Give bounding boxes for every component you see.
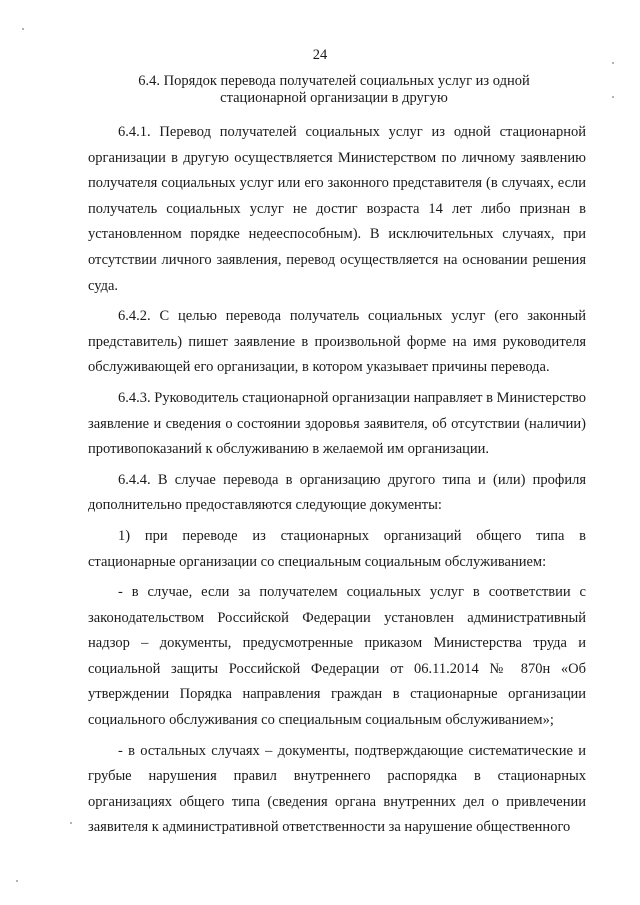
list-item-1: 1) при переводе из стационарных организаций общего типа в стационарные организации со специальным социальным обслуживанием:: [88, 527, 586, 570]
page-number: 24: [312, 47, 328, 63]
scan-speck: [16, 880, 18, 882]
paragraph-6-4-3: 6.4.3. Руководитель стационарной организации направляет в Министерство заявление и сведения о состоянии здоровья заявителя, об отсутствии (наличии) противопоказаний к обслуживанию в желаемой им организации.: [88, 389, 586, 458]
scan-speck: [612, 62, 614, 64]
paragraph-6-4-1: 6.4.1. Перевод получателей социальных услуг из одной стационарной организации в другую осуществляется Министерством по личному заявлению получателя социальных услуг или его законного представителя (в случаях, если получатель социальных услуг не достиг возраста 14 лет либо признан в установленном порядке недееспособным). В исключительных случаях, при отсутствии личного заявления, перевод осуществляется на основании решения суда.: [88, 124, 586, 294]
paragraph-6-4-2: 6.4.2. С целью перевода получатель социальных услуг (его законный представитель) пишет заявление в произвольной форме на имя руководителя обслуживающей его организации, в котором указывает причины перевода.: [88, 308, 586, 376]
scan-speck: [612, 96, 614, 98]
list-dash-item-other-cases: - в остальных случаях – документы, подтверждающие систематические и грубые нарушения правил внутреннего распорядка в стационарных организациях общего типа (сведения органа внутренних дел о привлечении заявителя к административной ответственности за нарушение общественного: [88, 742, 586, 836]
section-heading: [120, 73, 548, 107]
section-heading-line-2: стационарной организации в другую: [220, 90, 448, 106]
scan-speck: [22, 28, 24, 30]
section-heading-line-1: 6.4. Порядок перевода получателей социальных услуг из одной: [138, 73, 530, 89]
scan-speck: [70, 822, 72, 824]
list-dash-item-supervision: - в случае, если за получателем социальных услуг в соответствии с законодательством Российской Федерации установлен административный надзор – документы, предусмотренные приказом Министерства труда и социальной защиты Российской Федерации от 06.11.2014 № 870н «Об утверждении Порядка направления граждан в стационарные организации социального обслуживания со специальным социальным обслуживанием»;: [88, 584, 586, 729]
document-body: [88, 120, 586, 846]
paragraph-6-4-4: 6.4.4. В случае перевода в организацию другого типа и (или) профиля дополнительно предоставляются следующие документы:: [88, 471, 586, 514]
